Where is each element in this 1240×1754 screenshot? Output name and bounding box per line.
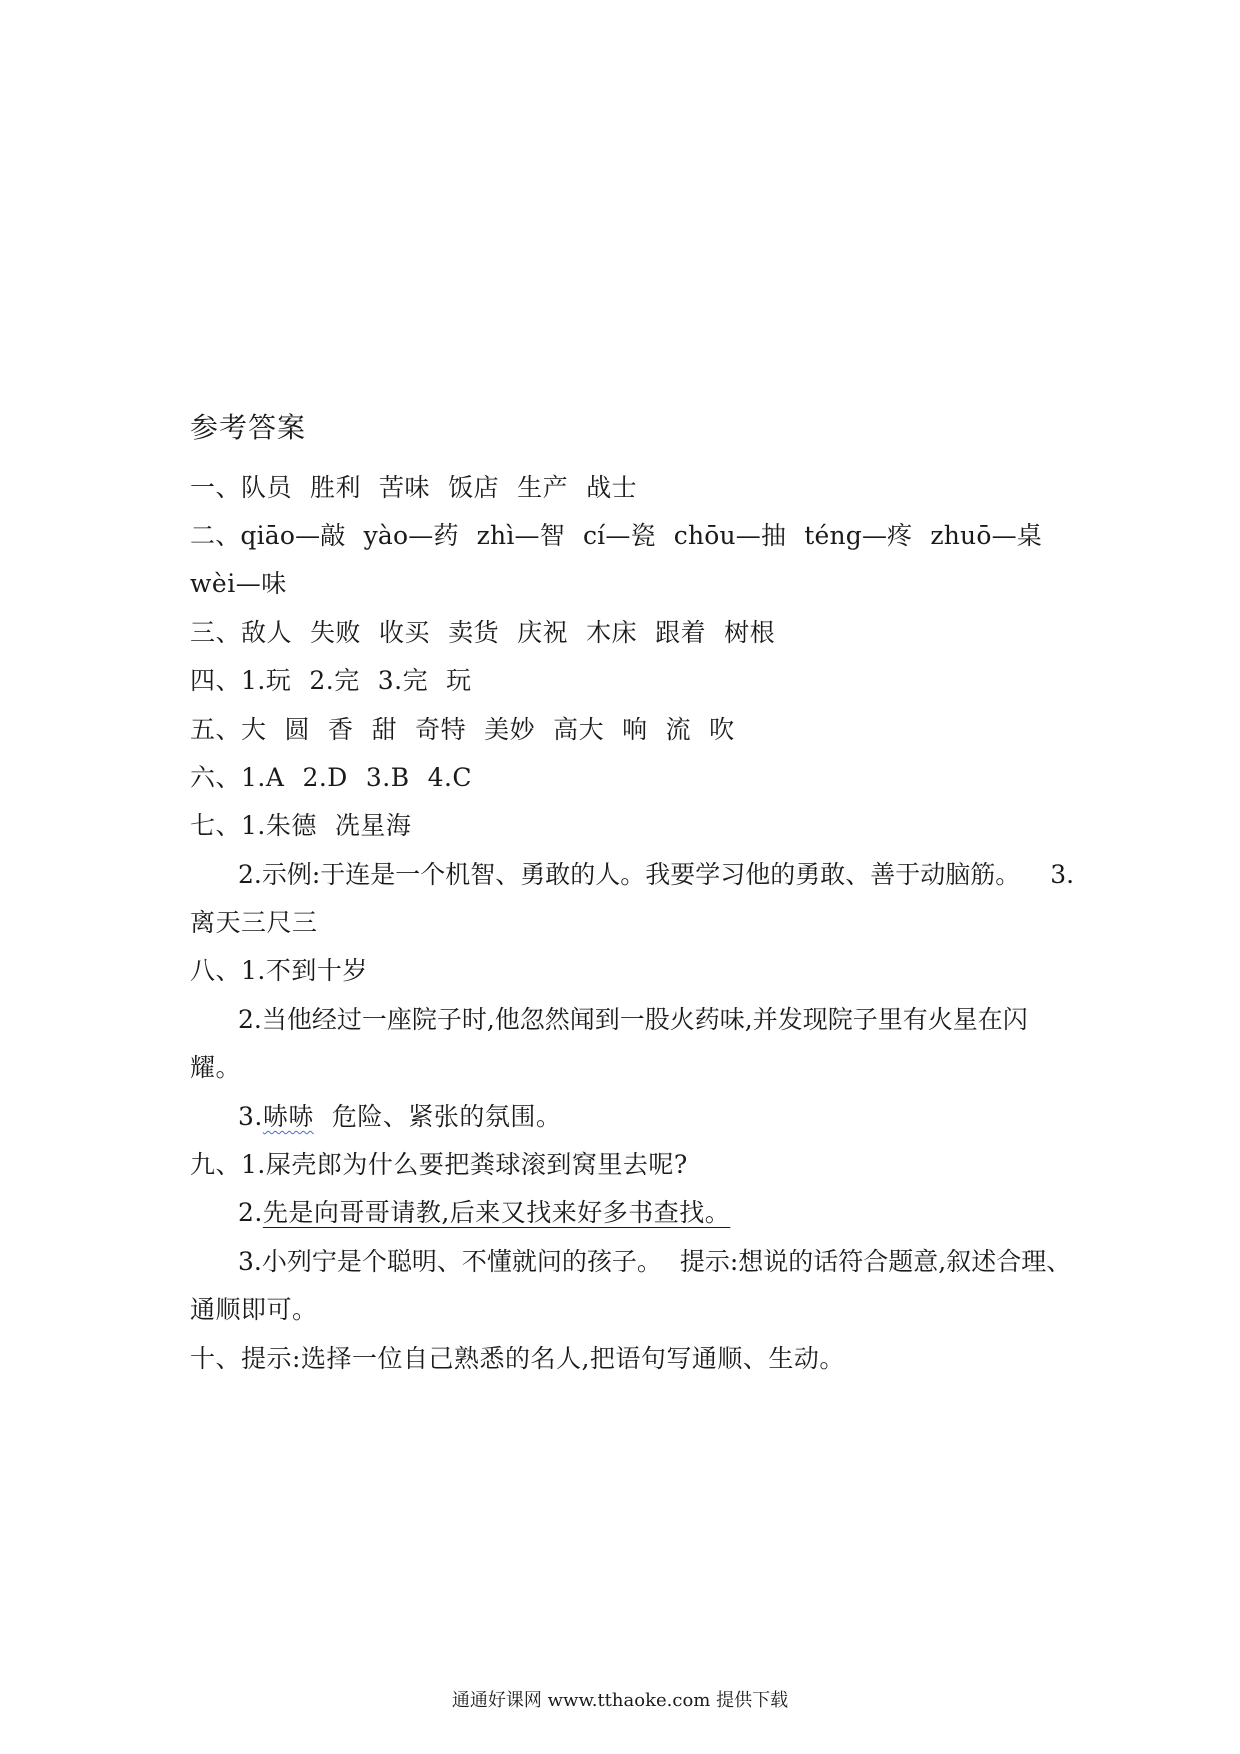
answer-2-item: qiāo—敲 xyxy=(240,521,346,550)
answer-6-item: 3.B xyxy=(365,763,410,792)
wavy-underlined-word: 哧哧 xyxy=(262,1102,314,1131)
answer-5-item: 大 xyxy=(241,715,267,744)
answer-5-item: 响 xyxy=(622,715,648,744)
answer-10 xyxy=(190,1339,845,1375)
answer-6 xyxy=(190,758,472,794)
answer-8-line-3: 耀。 xyxy=(190,1053,242,1082)
answer-2-item: yào—药 xyxy=(363,521,459,550)
answer-1-item: 胜利 xyxy=(310,473,362,502)
answer-1-item: 苦味 xyxy=(379,473,431,502)
answer-6-label: 六、 xyxy=(190,763,242,792)
answer-4-item: 3.完 xyxy=(377,666,429,695)
answer-5-label: 五、 xyxy=(190,715,242,744)
answer-3-item: 树根 xyxy=(724,618,776,647)
answer-7-part: 1.朱德 xyxy=(241,811,317,840)
answer-6-item: 1.A xyxy=(241,763,285,792)
answer-6-item: 2.D xyxy=(302,763,348,792)
answer-5-item: 流 xyxy=(665,715,692,744)
footer-credit: 通通好课网 www.tthaoke.com 提供下载 xyxy=(451,1690,789,1711)
answer-8-part: 危险、紧张的氛围。 xyxy=(331,1102,562,1131)
answer-2 xyxy=(190,516,1042,552)
answer-5-item: 香 xyxy=(328,715,354,744)
answer-8-label: 八、 xyxy=(190,956,242,985)
answer-2-label: 二、 xyxy=(190,521,241,550)
answer-5-item: 甜 xyxy=(371,715,398,744)
answer-2-continued: wèi—味 xyxy=(190,569,287,598)
answer-9-part: 1.屎壳郎为什么要把粪球滚到窝里去呢? xyxy=(241,1150,688,1179)
answer-8-part: 1.不到十岁 xyxy=(241,956,368,985)
answer-5-item: 高大 xyxy=(553,715,605,744)
answer-9 xyxy=(190,1145,688,1181)
answer-7-line-3: 离天三尺三 xyxy=(190,908,318,937)
answer-1-item: 饭店 xyxy=(448,473,500,502)
answer-7-label: 七、 xyxy=(190,811,242,840)
answer-2-item: zhuō—桌 xyxy=(930,521,1042,550)
answer-1-item: 战士 xyxy=(586,473,638,502)
answer-5-item: 圆 xyxy=(284,715,311,744)
answer-3-item: 跟着 xyxy=(655,618,707,647)
answer-9-part: 3.小列宁是个聪明、不懂就问的孩子。 xyxy=(238,1247,662,1276)
page-title: 参考答案 xyxy=(190,411,307,444)
answer-9-line-4: 通顺即可。 xyxy=(190,1295,318,1324)
underlined-sentence: 先是向哥哥请教,后来又找来好多书查找。 xyxy=(262,1198,731,1227)
answer-5-item: 奇特 xyxy=(415,715,467,744)
answer-7-part: 2.示例:于连是一个机智、勇敢的人。我要学习他的勇敢、善于动脑筋。 xyxy=(238,860,1021,889)
answer-1-item: 队员 xyxy=(241,473,293,502)
answer-8-line-2: 2.当他经过一座院子时,他忽然闻到一股火药味,并发现院子里有火星在闪 xyxy=(238,1005,1028,1034)
answer-8 xyxy=(190,951,368,987)
answer-3 xyxy=(190,613,775,649)
answer-2-item: téng—疼 xyxy=(804,521,913,550)
answer-4 xyxy=(190,661,472,697)
answer-1-label: 一、 xyxy=(190,473,242,502)
answer-8-line-4 xyxy=(238,1097,561,1133)
answer-7-part: 冼星海 xyxy=(334,811,412,840)
answer-9-line-3 xyxy=(238,1242,1071,1278)
answer-3-item: 卖货 xyxy=(448,618,500,647)
answer-3-item: 庆祝 xyxy=(517,618,569,647)
answer-7-line-2 xyxy=(238,855,1074,891)
answer-2-item: chōu—抽 xyxy=(673,521,787,550)
answer-3-label: 三、 xyxy=(190,618,242,647)
answer-9-line-2 xyxy=(238,1193,730,1229)
answer-3-item: 敌人 xyxy=(241,618,293,647)
answer-3-item: 收买 xyxy=(379,618,431,647)
answer-5 xyxy=(190,710,735,746)
answer-4-item: 2.完 xyxy=(309,666,360,695)
answer-5-item: 吹 xyxy=(709,715,735,744)
answer-2-item: zhì—智 xyxy=(476,521,565,550)
answer-2-item: cí—瓷 xyxy=(582,521,656,550)
answer-7 xyxy=(190,806,411,842)
answer-10-label: 十、 xyxy=(190,1344,242,1373)
answer-6-item: 4.C xyxy=(427,763,473,792)
answer-3-item: 失败 xyxy=(310,618,362,647)
answer-4-item: 1.玩 xyxy=(241,666,292,695)
answer-9-hint: 提示:想说的话符合题意,叙述合理、 xyxy=(679,1247,1072,1276)
answer-3-item: 木床 xyxy=(586,618,638,647)
answer-5-item: 美妙 xyxy=(484,715,536,744)
answer-9-part: 2. xyxy=(238,1198,263,1227)
answer-7-part: 3. xyxy=(1050,860,1075,889)
answer-10-text: 提示:选择一位自己熟悉的名人,把语句写通顺、生动。 xyxy=(241,1344,845,1373)
answer-4-label: 四、 xyxy=(190,666,242,695)
answer-1-item: 生产 xyxy=(517,473,569,502)
answer-9-label: 九、 xyxy=(190,1150,242,1179)
answer-1 xyxy=(190,468,637,504)
answer-4-item: 玩 xyxy=(446,666,472,695)
answer-8-part: 3. xyxy=(238,1102,263,1131)
